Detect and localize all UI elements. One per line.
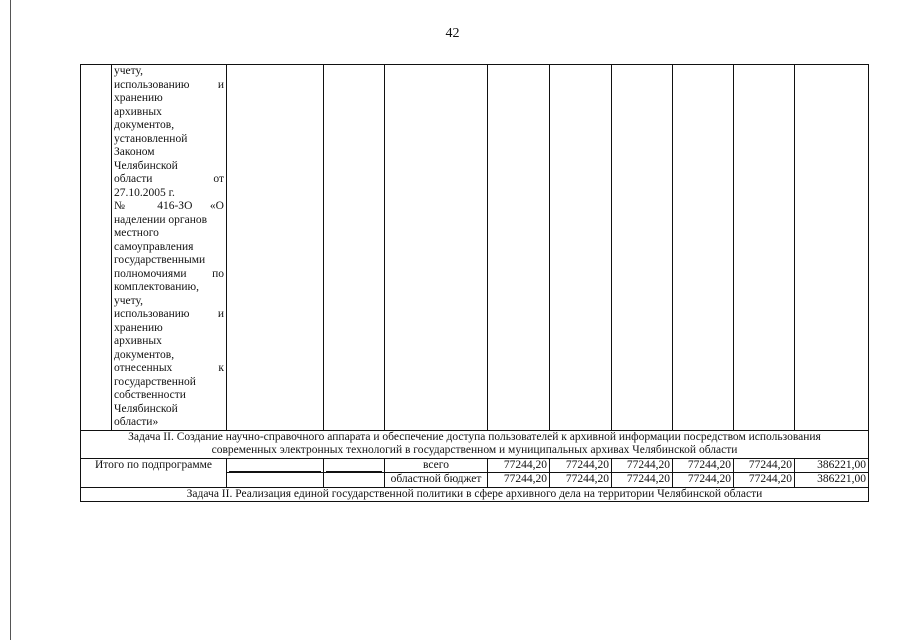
task-heading-line: современных электронных технологий в государственном и муниципальных архивах Челябинской области (211, 444, 738, 456)
description-line: использованию и (114, 78, 224, 91)
description-line: документов, (114, 348, 175, 361)
task-heading-line: Задача II. Создание научно-справочного аппарата и обеспечение доступа пользователей к архивной информации посредством использования (128, 430, 821, 443)
empty-cell (795, 65, 869, 431)
description-line: области» (114, 416, 159, 428)
task-heading: Задача II. Реализация единой государственной политики в сфере архивного дела на территории Челябинской области (81, 487, 869, 502)
description-line: комплектованию, (114, 281, 200, 293)
empty-cell (324, 458, 385, 473)
description-line: самоуправления (114, 240, 194, 253)
description-line: наделении органов (114, 213, 208, 226)
empty-cell (324, 65, 385, 431)
description-line: учету, (114, 294, 143, 307)
subtotal-row-all (81, 458, 869, 473)
page-number: 42 (445, 26, 460, 41)
empty-cell (385, 65, 488, 431)
index-cell (81, 65, 112, 431)
description-line: государственными (114, 254, 206, 266)
funding-source: областной бюджет (385, 473, 488, 488)
total-cell: 386221,00 (795, 473, 869, 488)
description-line: хранению (114, 92, 163, 104)
description-line: местного (114, 227, 159, 239)
page-edge-rule (10, 0, 11, 640)
description-line: учету, (114, 65, 143, 77)
empty-cell (612, 65, 673, 431)
description-line: установленной (114, 132, 188, 145)
empty-cell (550, 65, 612, 431)
empty-cell (488, 65, 550, 431)
empty-cell (227, 458, 324, 473)
description-line: области от (114, 173, 224, 185)
empty-cell (227, 473, 324, 488)
task-heading-row (81, 430, 869, 458)
measure-description (112, 65, 227, 431)
description-line: архивных (114, 105, 162, 118)
amount-cell: 77244,20 (488, 458, 550, 473)
amount-cell: 77244,20 (734, 473, 795, 488)
total-cell: 386221,00 (795, 458, 869, 473)
amount-cell: 77244,20 (673, 458, 734, 473)
task-heading (81, 430, 869, 458)
funding-source: всего (385, 458, 488, 473)
amount-cell: 77244,20 (550, 458, 612, 473)
program-table (80, 64, 869, 502)
description-line: 27.10.2005 г. (114, 186, 175, 199)
description-line: государственной (114, 375, 196, 388)
description-line: полномочиями по (114, 267, 224, 280)
continuation-row (81, 65, 869, 431)
description-line: хранению (114, 321, 163, 334)
description-line: Челябинской (114, 402, 178, 415)
empty-cell (324, 473, 385, 488)
description-line: отнесенных к (114, 362, 224, 374)
description-line: Законом (114, 146, 155, 158)
description-line: архивных (114, 335, 162, 347)
description-line: документов, (114, 119, 175, 131)
description-line: Челябинской (114, 159, 178, 172)
amount-cell: 77244,20 (673, 473, 734, 488)
description-line: собственности (114, 389, 186, 401)
empty-cell (227, 65, 324, 431)
empty-cell (734, 65, 795, 431)
amount-cell: 77244,20 (550, 473, 612, 488)
description-line: № 416-ЗО «О (114, 200, 224, 212)
subtotal-label: Итого по подпрограмме (81, 458, 227, 487)
description-line: использованию и (114, 308, 224, 320)
amount-cell: 77244,20 (734, 458, 795, 473)
amount-cell: 77244,20 (612, 458, 673, 473)
task-heading-row (81, 487, 869, 502)
amount-cell: 77244,20 (488, 473, 550, 488)
amount-cell: 77244,20 (612, 473, 673, 488)
empty-cell (673, 65, 734, 431)
